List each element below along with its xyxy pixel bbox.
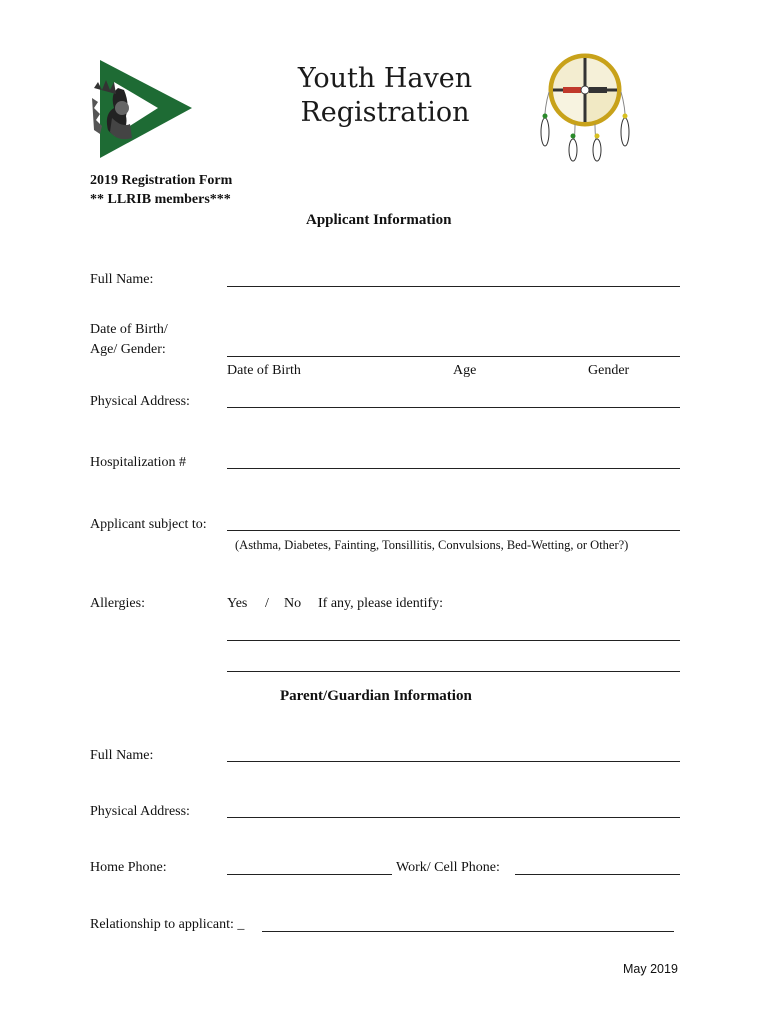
dob-label-line-1: Date of Birth/ — [90, 322, 168, 337]
allergies-yes-option[interactable]: Yes — [227, 596, 248, 611]
dob-label-line-2: Age/ Gender: — [90, 342, 166, 357]
dob-caption: Date of Birth — [227, 363, 301, 378]
medicine-wheel-dreamcatcher-logo — [535, 50, 635, 162]
hospitalization-field[interactable] — [227, 468, 680, 469]
page-title — [275, 62, 495, 130]
guardian-heading: Parent/Guardian Information — [280, 688, 472, 704]
form-name: 2019 Registration Form — [90, 173, 233, 188]
age-caption: Age — [453, 363, 477, 378]
home-phone-field[interactable] — [227, 874, 392, 875]
guardian-full-name-field[interactable] — [227, 761, 680, 762]
allergies-separator: / — [265, 596, 269, 611]
relationship-label: Relationship to applicant: _ — [90, 917, 245, 932]
applicant-address-field[interactable] — [227, 407, 680, 408]
work-phone-label: Work/ Cell Phone: — [396, 860, 500, 875]
gender-caption: Gender — [588, 363, 630, 378]
allergies-identify-label: If any, please identify: — [318, 596, 444, 611]
relationship-field[interactable] — [262, 931, 674, 932]
guardian-full-name-label: Full Name: — [90, 748, 154, 763]
subject-to-label: Applicant subject to: — [90, 517, 207, 532]
allergies-label: Allergies: — [90, 596, 145, 611]
work-phone-field[interactable] — [515, 874, 680, 875]
title-line-2: Registration — [300, 96, 470, 128]
footer-date: May 2019 — [623, 962, 678, 976]
title-line-1: Youth Haven — [297, 63, 473, 94]
chief-arrow-logo — [88, 58, 196, 160]
dob-age-gender-field[interactable] — [227, 356, 680, 357]
guardian-address-field[interactable] — [227, 817, 680, 818]
applicant-full-name-field[interactable] — [227, 286, 680, 287]
applicant-address-label: Physical Address: — [90, 394, 190, 409]
subject-to-field[interactable] — [227, 530, 680, 531]
home-phone-label: Home Phone: — [90, 860, 167, 875]
hospitalization-label: Hospitalization # — [90, 455, 187, 470]
applicant-heading: Applicant Information — [306, 212, 452, 228]
allergies-no-option[interactable]: No — [284, 596, 302, 611]
guardian-address-label: Physical Address: — [90, 804, 190, 819]
applicant-full-name-label: Full Name: — [90, 272, 154, 287]
allergies-detail-field-2[interactable] — [227, 671, 680, 672]
subject-to-caption: (Asthma, Diabetes, Fainting, Tonsillitis, Convulsions, Bed-Wetting, or Other?) — [235, 538, 629, 552]
allergies-detail-field-1[interactable] — [227, 640, 680, 641]
members-note: ** LLRIB members*** — [90, 192, 231, 207]
